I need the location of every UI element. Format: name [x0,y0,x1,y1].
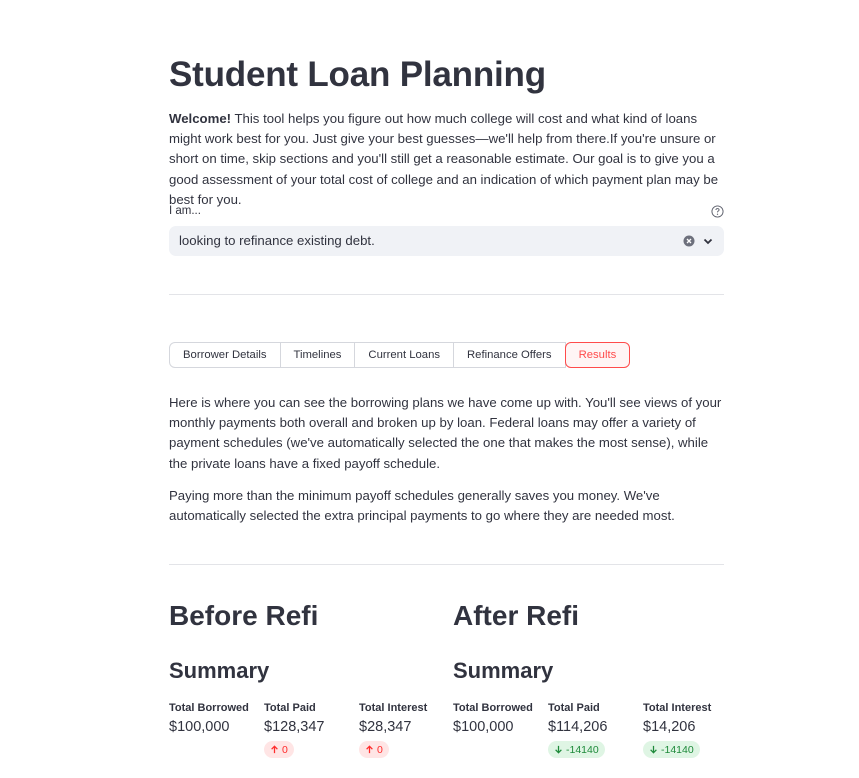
delta-value: -14140 [566,743,599,756]
select-label: I am... [169,205,201,217]
after-summary-title: Summary [453,658,554,683]
select-value: looking to refinance existing debt. [179,233,375,248]
tab-refinance-offers[interactable]: Refinance Offers [454,342,566,368]
metric-delta [264,741,294,758]
intro-text [169,109,724,210]
delta-value: -14140 [661,743,694,756]
metric-delta [548,741,605,758]
metric-label: Total Borrowed [453,702,533,714]
tab-borrower-details[interactable]: Borrower Details [169,342,281,368]
help-circle-icon[interactable] [711,205,724,218]
after-refi-title: After Refi [453,600,580,631]
metric-total-paid [548,702,642,759]
metric-value: $100,000 [453,719,514,735]
metric-total-interest [643,702,737,759]
metric-total-borrowed [169,702,263,735]
clear-icon[interactable] [683,235,695,247]
arrow-down-icon [649,745,658,754]
arrow-up-icon [270,745,279,754]
metric-total-interest [359,702,453,759]
user-type-select[interactable] [169,226,724,256]
metric-value: $100,000 [169,719,230,735]
metric-value: $28,347 [359,719,412,735]
metric-total-paid [264,702,358,759]
results-extra-payments-paragraph: Paying more than the minimum payoff schedules generally saves you money. We've automatically selected the extra principal payments to go where they are needed most. [169,488,675,524]
metric-value: $14,206 [643,719,696,735]
divider [169,564,724,565]
page-title: Student Loan Planning [169,55,546,94]
arrow-up-icon [365,745,374,754]
arrow-down-icon [554,745,563,754]
divider [169,294,724,295]
results-intro-paragraph: Here is where you can see the borrowing plans we have come up with. You'll see views of your monthly payments both overall and broken up by loan. Federal loans may offer a variety of payment schedules (we've automatically selected the one that makes the most sense), while the private loans have a fixed payoff schedule. [169,395,722,471]
metric-label: Total Paid [264,702,316,714]
intro-body: This tool helps you figure out how much college will cost and what kind of loans might work best for you. Just give your best guesses—we'll help from there.If you're unsure or short on time, skip sections and you'll still get a reasonable estimate. Our goal is to give you a good assessment of your total cost of college and an indication of which payment plan may be best for you. [169,111,719,207]
tab-results[interactable]: Results [565,342,631,368]
metric-label: Total Borrowed [169,702,249,714]
metric-delta [359,741,389,758]
metric-label: Total Paid [548,702,600,714]
chevron-down-icon[interactable] [702,235,714,247]
before-summary-title: Summary [169,658,270,683]
intro-welcome: Welcome! [169,111,232,126]
metric-value: $114,206 [548,719,608,735]
delta-value: 0 [282,743,288,756]
metric-label: Total Interest [643,702,712,714]
metric-value: $128,347 [264,719,325,735]
tab-timelines[interactable]: Timelines [281,342,356,368]
tab-bar [169,342,630,368]
metric-total-borrowed [453,702,547,735]
metric-delta [643,741,700,758]
tab-current-loans[interactable]: Current Loans [355,342,454,368]
metric-label: Total Interest [359,702,428,714]
delta-value: 0 [377,743,383,756]
before-refi-title: Before Refi [169,600,319,631]
